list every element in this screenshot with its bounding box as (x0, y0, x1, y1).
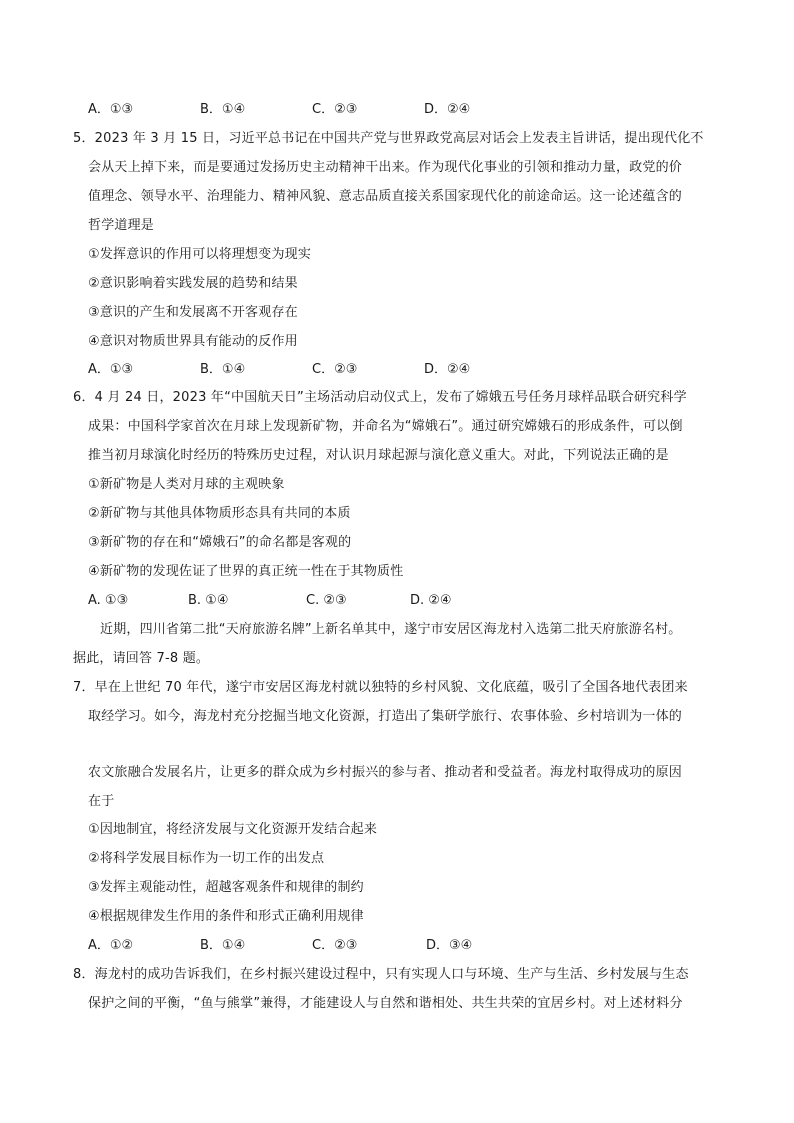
q7-stem-line-2: 取经学习。如今，海龙村充分挖掘当地文化资源，打造出了集研学旅行、农事体验、乡村培训为一体的 (88, 709, 683, 724)
q5-stem-line-3: 值理念、领导水平、治理能力、精神风貌、意志品质直接关系国家现代化的前途命运。这一论述蕴含的 (88, 189, 683, 204)
q5-option-b: B．①④ (200, 362, 246, 377)
q6-option-a: A. ①③ (88, 593, 129, 608)
q6-stem-line-3: 推当初月球演化时经历的特殊历史过程，对认识月球起源与演化意义重大。对此，下列说法正确的是 (88, 448, 669, 463)
q7-option-b: B．①④ (200, 938, 246, 953)
q5-stem-line-1: 5．2023 年 3 月 15 日，习近平总书记在中国共产党与世界政党高层对话会上发表主旨讲话，提出现代化不 (73, 131, 704, 146)
q7-stem-line-3: 农文旅融合发展名片，让更多的群众成为乡村振兴的参与者、推动者和受益者。海龙村取得成功的原因 (88, 765, 683, 780)
q6-stem-line-2: 成果：中国科学家首次在月球上发现新矿物，并命名为“嫦娥石”。通过研究嫦娥石的形成条件，可以倒 (88, 419, 683, 434)
q7-stem-line-4: 在于 (88, 794, 115, 809)
q7-item-2: ②将科学发展目标作为一切工作的出发点 (88, 851, 325, 866)
material-intro-line-1: 近期，四川省第二批“天府旅游名牌”上新名单其中，遂宁市安居区海龙村入选第二批天府旅游名村。 (100, 622, 682, 637)
q5-stem-line-4: 哲学道理是 (88, 218, 155, 233)
material-intro-line-2: 据此，请回答 7-8 题。 (73, 651, 210, 666)
q4-option-c: C．②③ (312, 102, 358, 117)
q7-item-1: ①因地制宜，将经济发展与文化资源开发结合起来 (88, 822, 378, 837)
q5-stem-line-2: 会从天上掉下来，而是要通过发扬历史主动精神干出来。作为现代化事业的引领和推动力量，政党的价 (88, 160, 683, 175)
q6-item-3: ③新矿物的存在和“嫦娥石”的命名都是客观的 (88, 535, 352, 550)
q5-option-c: C．②③ (312, 362, 358, 377)
q6-item-4: ④新矿物的发现佐证了世界的真正统一性在于其物质性 (88, 564, 404, 579)
q8-stem-line-2: 保护之间的平衡，“鱼与熊掌”兼得，才能建设人与自然和谐相处、共生共荣的宜居乡村。对上述材料分 (88, 996, 683, 1011)
q6-item-2: ②新矿物与其他具体物质形态具有共同的本质 (88, 506, 351, 521)
q7-option-c: C．②③ (312, 938, 358, 953)
q5-item-1: ①发挥意识的作用可以将理想变为现实 (88, 247, 312, 262)
q7-item-4: ④根据规律发生作用的条件和形式正确利用规律 (88, 909, 364, 924)
q7-stem-line-1: 7．早在上世纪 70 年代，遂宁市安居区海龙村就以独特的乡村风貌、文化底蕴，吸引了全国各地代表团来 (73, 680, 688, 695)
q8-stem-line-1: 8．海龙村的成功告诉我们，在乡村振兴建设过程中，只有实现人口与环境、生产与生活、乡村发展与生态 (73, 967, 689, 982)
q6-option-d: D. ②④ (410, 593, 452, 608)
q6-stem-line-1: 6．4 月 24 日，2023 年“中国航天日”主场活动启动仪式上，发布了嫦娥五号任务月球样品联合研究科学 (73, 390, 687, 405)
q4-option-d: D．②④ (424, 102, 471, 117)
q7-item-3: ③发挥主观能动性，超越客观条件和规律的制约 (88, 880, 364, 895)
q6-option-c: C. ②③ (306, 593, 347, 608)
q5-item-2: ②意识影响着实践发展的趋势和结果 (88, 276, 298, 291)
q4-option-b: B．①④ (200, 102, 246, 117)
q4-option-a: A．①③ (88, 102, 134, 117)
q5-item-3: ③意识的产生和发展离不开客观存在 (88, 305, 298, 320)
q5-item-4: ④意识对物质世界具有能动的反作用 (88, 334, 298, 349)
q6-item-1: ①新矿物是人类对月球的主观映象 (88, 477, 285, 492)
q5-option-d: D．②④ (424, 362, 471, 377)
q5-option-a: A．①③ (88, 362, 134, 377)
q7-option-a: A．①② (88, 938, 134, 953)
q7-option-d: D．③④ (426, 938, 473, 953)
q6-option-b: B. ①④ (188, 593, 229, 608)
